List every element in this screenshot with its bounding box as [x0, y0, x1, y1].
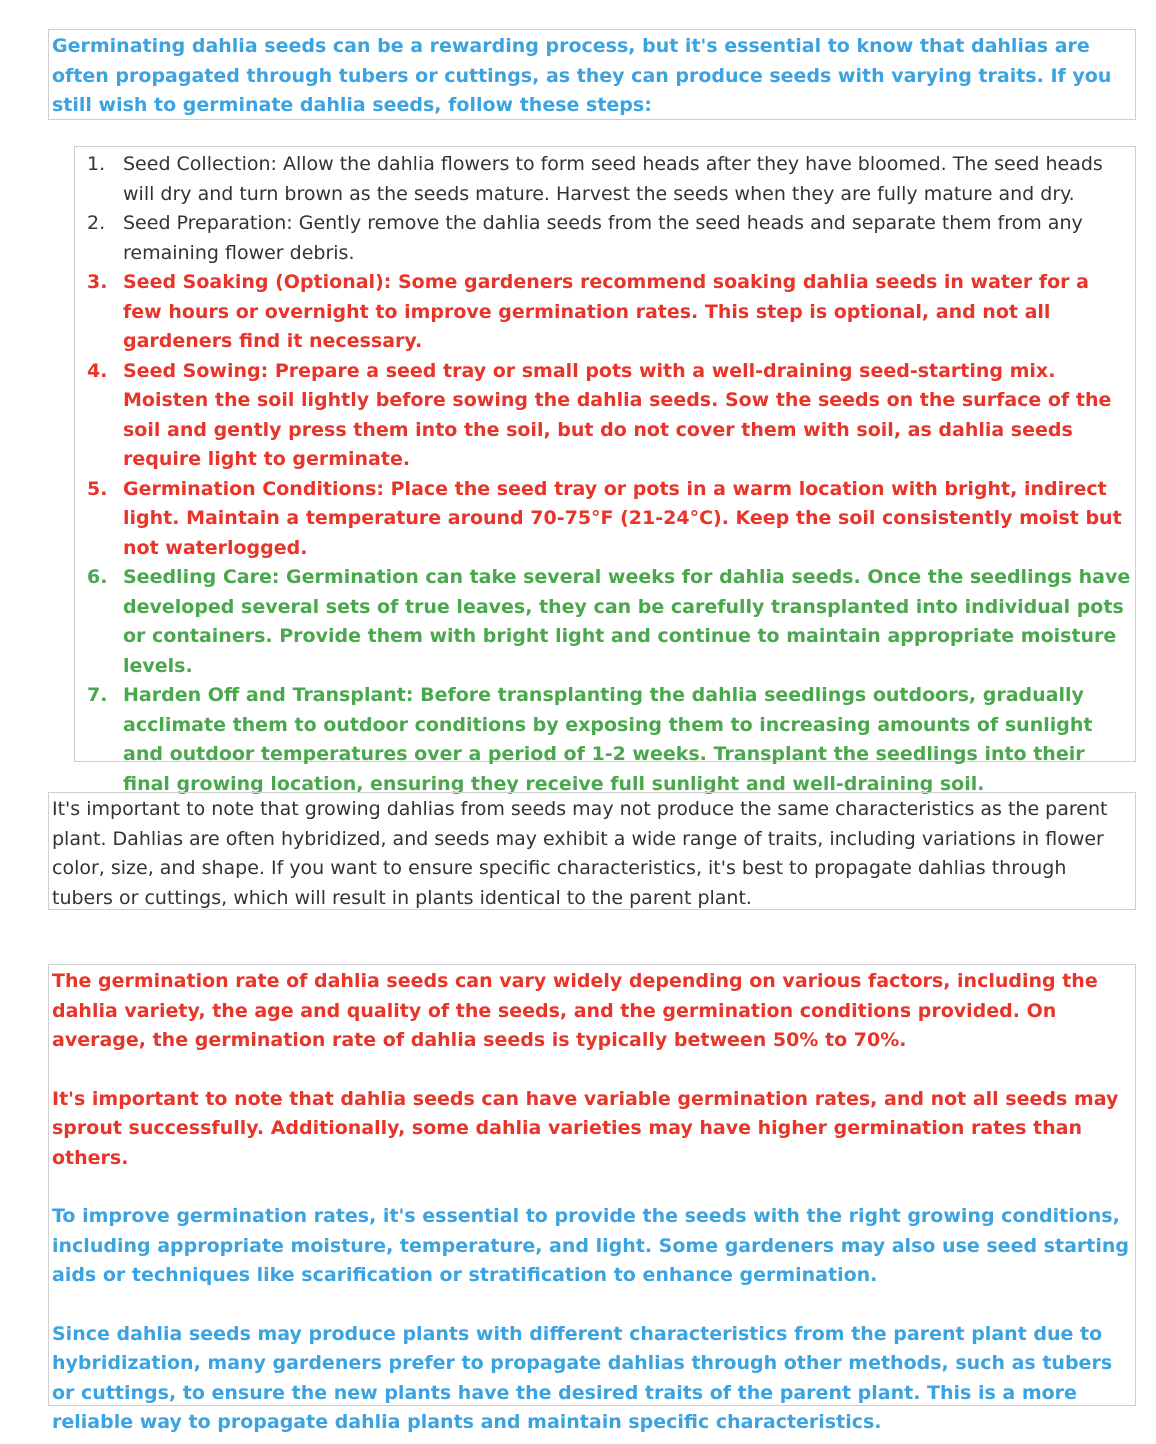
step-text: Seed Soaking (Optional): Some gardeners recommend soaking dahlia seeds in water for a few hours or overnight to improve germination rates. This step is optional, and not all gardeners find it necessary. [123, 271, 1089, 352]
intro-box [48, 29, 1136, 120]
step-item-3 [75, 268, 1131, 357]
step-number: 4. [87, 359, 108, 382]
paragraph-gap [52, 1173, 1132, 1202]
step-text: Harden Off and Transplant: Before transplanting the dahlia seedlings outdoors, gradually acclimate them to outdoor conditions by exposing them to increasing amounts of sunlight and outdoor temperatures over a period of 1-2 weeks. Transplant the seedlings into their final growing location, ensuring they receive full sunlight and well-draining soil. [123, 684, 1093, 795]
paragraph-gap [52, 1056, 1132, 1085]
step-item-4 [75, 357, 1131, 475]
step-text: Seed Preparation: Gently remove the dahlia seeds from the seed heads and separate them from any remaining flower debris. [123, 212, 1083, 264]
step-text: Germination Conditions: Place the seed tray or pots in a warm location with bright, indirect light. Maintain a temperature around 70-75°F (21-24°C). Keep the soil consistently moist but not waterlogged. [123, 477, 1122, 559]
step-text: Seed Collection: Allow the dahlia flowers to form seed heads after they have bloomed. The seed heads will dry and turn brown as the seeds mature. Harvest the seeds when they are fully mature and dry. [123, 153, 1103, 205]
step-number: 1. [87, 153, 106, 175]
paragraph-gap [52, 1291, 1132, 1320]
step-text: Seed Sowing: Prepare a seed tray or small pots with a well-draining seed-starting mix. Moisten the soil lightly before sowing the dahlia seeds. Sow the seeds on the surface of the soil and gently press them into the soil, but do not cover them with soil, as dahlia seeds require light to germinate. [123, 359, 1112, 470]
step-number: 3. [87, 271, 108, 293]
steps-box [74, 146, 1136, 795]
step-number: 5. [87, 477, 108, 500]
step-item-5 [75, 475, 1131, 564]
step-item-6 [75, 563, 1131, 681]
step-item-2 [75, 209, 1131, 268]
germination-paragraph-2: It's important to note that dahlia seeds can have variable germination rates, and not all seeds may sprout successfully. Additionally, some dahlia varieties may have higher germination rates than others. [52, 1087, 1119, 1169]
germination-paragraph-4: Since dahlia seeds may produce plants with different characteristics from the parent plant due to hybridization, many gardeners prefer to propagate dahlias through other methods, such as tubers or cuttings, to ensure the new plants have the desired traits of the parent plant. This is a more reliable way to propagate dahlia plants and maintain specific characteristics. [52, 1322, 1113, 1433]
step-number: 7. [87, 684, 108, 706]
note-box [48, 792, 1136, 910]
intro-paragraph: Germinating dahlia seeds can be a rewarding process, but it's essential to know that dahlias are often propagated through tubers or cuttings, as they can produce seeds with varying traits. If you still wish to germinate dahlia seeds, follow these steps: [52, 35, 1112, 116]
step-item-7 [75, 681, 1131, 799]
step-text: Seedling Care: Germination can take several weeks for dahlia seeds. Once the seedlings have developed several sets of true leaves, they can be carefully transplanted into individual pots or containers. Provide them with bright light and continue to maintain appropriate moisture levels. [123, 566, 1131, 677]
step-number: 6. [87, 566, 108, 588]
germination-rate-box [48, 964, 1136, 1433]
step-item-1 [75, 150, 1131, 209]
germination-paragraph-3: To improve germination rates, it's essential to provide the seeds with the right growing conditions, including appropriate moisture, temperature, and light. Some gardeners may also use seed starting aids or techniques like scarification or stratification to enhance germination. [52, 1205, 1129, 1286]
steps-list [75, 150, 1131, 799]
germination-paragraph-1: The germination rate of dahlia seeds can vary widely depending on various factors, including the dahlia variety, the age and quality of the seeds, and the germination conditions provided. On average, the germination rate of dahlia seeds is typically between 50% to 70%. [52, 970, 1098, 1051]
step-number: 2. [87, 212, 106, 234]
note-paragraph: It's important to note that growing dahlias from seeds may not produce the same characteristics as the parent plant. Dahlias are often hybridized, and seeds may exhibit a wide range of traits, including variations in flower color, size, and shape. If you want to ensure specific characteristics, it's best to propagate dahlias through tubers or cuttings, which will result in plants identical to the parent plant. [52, 798, 1108, 909]
